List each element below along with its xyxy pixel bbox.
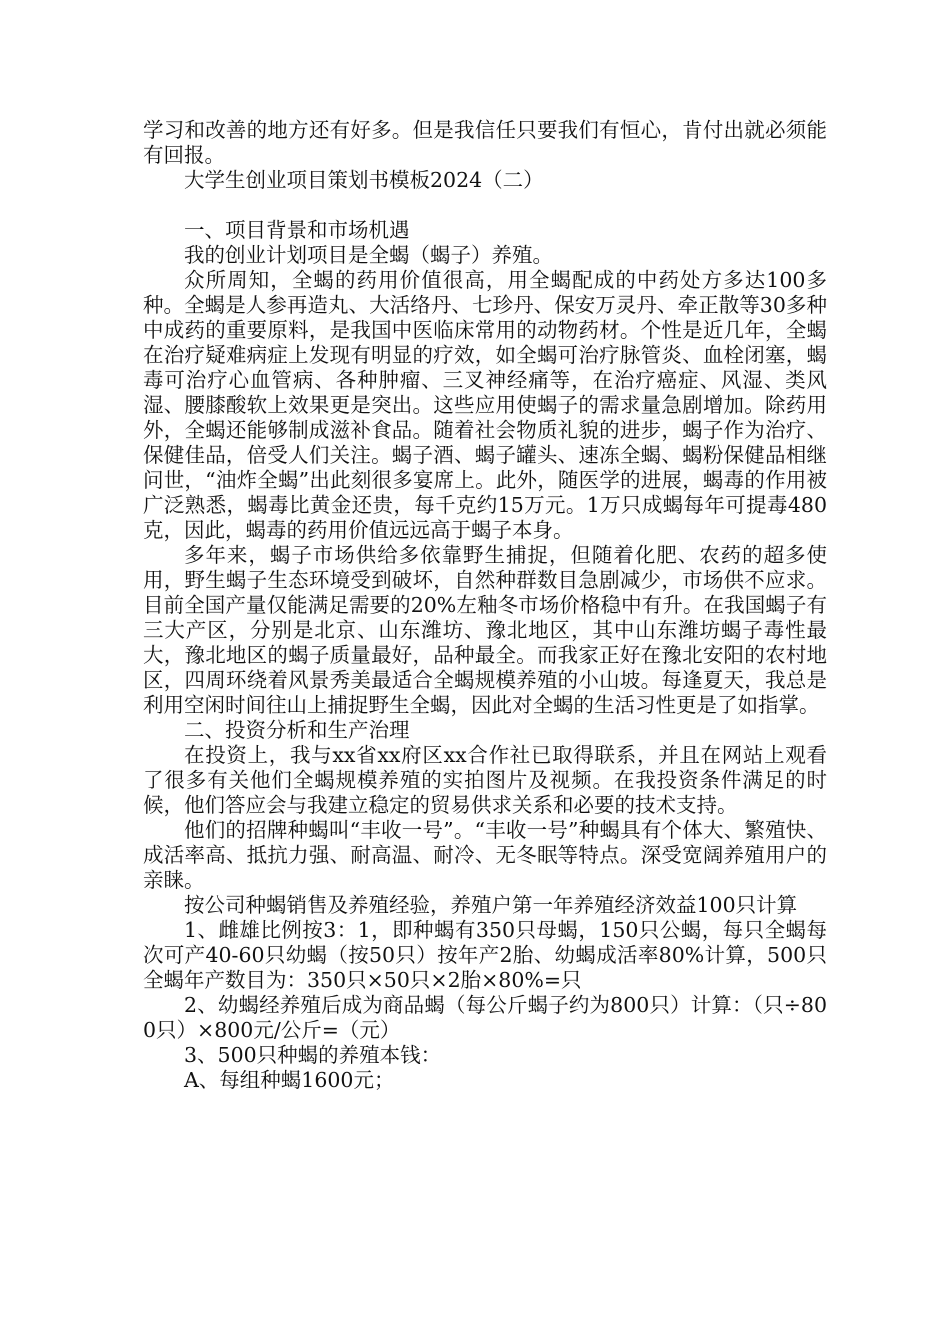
blank-line <box>143 193 827 218</box>
list-item-3: 3、500只种蝎的养殖本钱： <box>184 1043 442 1067</box>
document-body <box>143 118 827 1093</box>
paragraph-medicinal-value: 众所周知，全蝎的药用价值很高，用全蝎配成的中药处方多达100多种。全蝎是人参再造丸、大活络丹、七珍丹、保安万灵丹、牵正散等30多种中成药的重要原料，是我国中医临床常用的动物药材。个性是近几年，全蝎在治疗疑难病症上发现有明显的疗效，如全蝎可治疗脉管炎、血栓闭塞，蝎毒可治疗心血管病、各种肿瘤、三叉神经痛等，在治疗癌症、风湿、类风湿、腰膝酸软上效果更是突出。这些应用使蝎子的需求量急剧增加。除药用外，全蝎还能够制成滋补食品。随着社会物质礼貌的进步，蝎子作为治疗、保健佳品，倍受人们关注。蝎子酒、蝎子罐头、速冻全蝎、蝎粉保健品相继问世，“油炸全蝎”出此刻很多宴席上。此外，随医学的进展，蝎毒的作用被广泛熟悉，蝎毒比黄金还贵，每千克约15万元。1万只成蝎每年可提毒480克，因此，蝎毒的药用价值远远高于蝎子本身。 <box>143 268 827 542</box>
paragraph-market-supply: 多年来，蝎子市场供给多依靠野生捕捉，但随着化肥、农药的超多使用，野生蝎子生态环境受到破坏，自然种群数目急剧减少，市场供不应求。目前全国产量仅能满足需要的20%左釉冬市场价格稳中有升。在我国蝎子有三大产区，分别是北京、山东潍坊、豫北地区，其中山东潍坊蝎子毒性最大，豫北地区的蝎子质量最好，品种最全。而我家正好在豫北安阳的农村地区，四周环绕着风景秀美最适合全蝎规模养殖的小山坡。每逢夏天，我总是利用空闲时间往山上捕捉野生全蝎，因此对全蝎的生活习性更是了如指掌。 <box>143 543 827 717</box>
section-heading-1: 一、项目背景和市场机遇 <box>184 218 410 242</box>
paragraph-benefit-basis: 按公司种蝎销售及养殖经验，养殖户第一年养殖经济效益100只计算 <box>184 893 798 917</box>
list-item-2: 2、幼蝎经养殖后成为商品蝎（每公斤蝎子约为800只）计算：（只÷800只）×800元/公斤=（元） <box>143 993 827 1042</box>
paragraph-investment: 在投资上，我与xx省xx府区xx合作社已取得联系，并且在网站上观看了很多有关他们全蝎规模养殖的实拍图片及视频。在我投资条件满足的时候，他们答应会与我建立稳定的贸易供求关系和必要的技术支持。 <box>143 743 827 817</box>
section-heading-2: 二、投资分析和生产治理 <box>184 718 410 742</box>
paragraph-continuation: 学习和改善的地方还有好多。但是我信任只要我们有恒心，肯付出就必须能有回报。 <box>143 118 827 167</box>
document-title: 大学生创业项目策划书模板2024（二） <box>184 168 544 192</box>
list-item-1: 1、雌雄比例按3：1，即种蝎有350只母蝎，150只公蝎，每只全蝎每次可产40-60只幼蝎（按50只）按年产2胎、幼蝎成活率80%计算，500只全蝎年产数目为：350只×50只×2胎×80%=只 <box>143 918 827 992</box>
list-item-a: A、每组种蝎1600元； <box>184 1068 395 1092</box>
paragraph-project-intro: 我的创业计划项目是全蝎（蝎子）养殖。 <box>184 243 553 267</box>
paragraph-breed: 他们的招牌种蝎叫“丰收一号”。“丰收一号”种蝎具有个体大、繁殖快、成活率高、抵抗力强、耐高温、耐冷、无冬眠等特点。深受宽阔养殖用户的亲睐。 <box>143 818 827 892</box>
